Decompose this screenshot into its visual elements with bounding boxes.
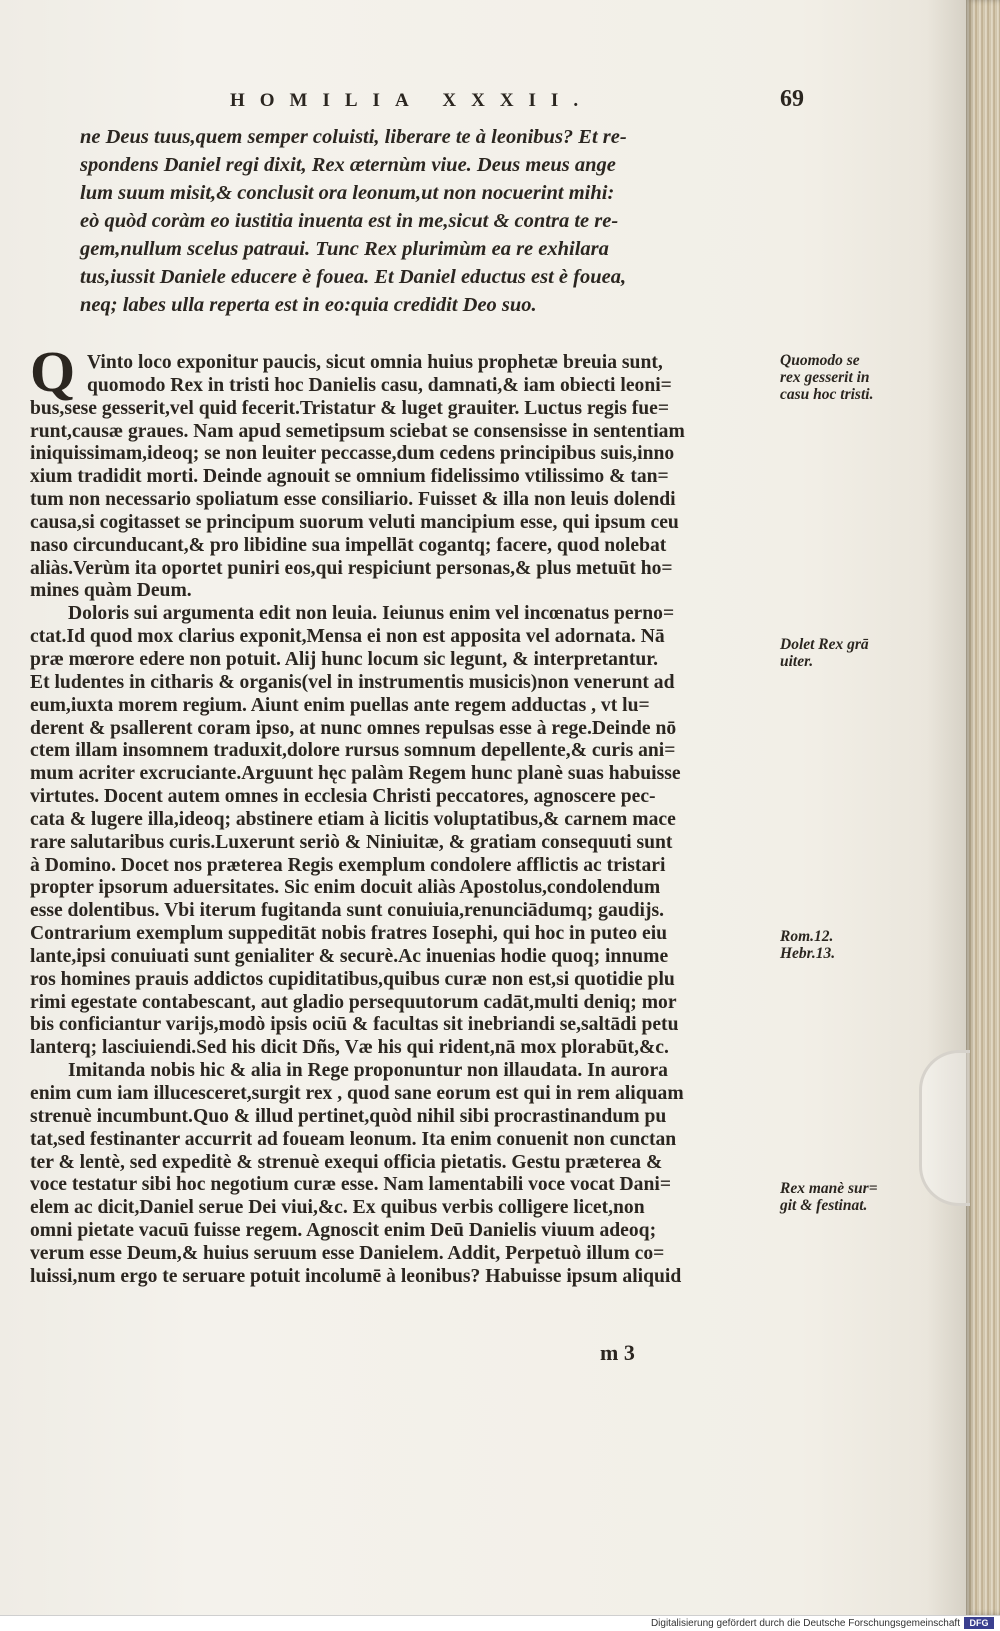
running-header: HOMILIA XXXII. <box>230 90 594 111</box>
margin-note <box>780 1180 900 1214</box>
book-fore-edge <box>966 0 1000 1615</box>
body-line: runt,causæ graues. Nam apud semetipsum sciebat se consensisse in sententiam <box>30 420 685 442</box>
margin-note-line: Rom.12. <box>780 928 834 945</box>
body-line: ter & lentè, sed expeditè & strenuè exequi officia pietatis. Gestu præterea & <box>30 1151 663 1173</box>
body-line: mines quàm Deum. <box>30 580 192 602</box>
body-line: bis conficiantur varijs,modò ipsis ociū & facultas sit inebriandi se,saltādi petu <box>30 1014 679 1036</box>
margin-note-line: Quomodo se <box>780 352 860 369</box>
body-line: esse dolentibus. Vbi iterum fugitanda sunt conuiuia,renunciādumq; gaudijs. <box>30 900 665 922</box>
body-line: mum acriter excruciante.Arguunt hęc palàm Regem hunc planè suas habuisse <box>30 763 681 785</box>
homily-body <box>30 352 772 1289</box>
body-line: propter ipsorum aduersitates. Sic enim docuit aliàs Apostolus,condolendum <box>30 877 661 899</box>
body-line: ctem illam insomnem traduxit,dolore rursus somnum depellente,& curis ani= <box>30 740 676 762</box>
body-line: elem ac dicit,Daniel serue Dei viui,&c. Ex quibus verbis colligere licet,non <box>30 1197 645 1219</box>
quote-line: spondens Daniel regi dixit, Rex æternùm viue. Deus meus ange <box>80 154 616 176</box>
body-line: luissi,num ergo te seruare potuit incolumē à leonibus? Habuisse ipsum aliquid <box>30 1265 682 1287</box>
margin-note-line: Rex manè sur= <box>780 1180 878 1197</box>
body-line: verum esse Deum,& huius seruum esse Danielem. Addit, Perpetuò illum co= <box>30 1242 665 1264</box>
body-line: naso circunducant,& pro libidine sua impellāt cogantq; facere, quod nolebat <box>30 534 667 556</box>
body-line: ctat.Id quod mox clarius exponit,Mensa ei non est apposita vel adornata. Nā <box>30 626 665 648</box>
body-line: strenuè incumbunt.Quo & illud pertinet,quòd nihil sibi procrastinandum pu <box>30 1105 667 1127</box>
body-line: Imitanda nobis hic & alia in Rege proponuntur non illaudata. In aurora <box>68 1060 668 1082</box>
margin-note-line: Hebr.13. <box>780 945 836 962</box>
body-line: quomodo Rex in tristi hoc Danielis casu, damnati,& iam obiecti leoni= <box>87 374 672 396</box>
body-line: ros homines prauis addictos cupiditatibus,quibus curæ non est,si quotidie plu <box>30 968 675 990</box>
body-line: Contrarium exemplum suppeditāt nobis fratres Iosephi, qui hoc in puteo eiu <box>30 923 668 945</box>
body-line: bus,sese gesserit,vel quid fecerit.Tristatur & luget grauiter. Luctus regis fue= <box>30 397 669 419</box>
body-line: Doloris sui argumenta edit non leuia. Ieiunus enim vel incœnatus perno= <box>68 603 675 625</box>
body-line: tat,sed festinanter accurrit ad foueam leonum. Ita enim conuenit non cunctan <box>30 1128 677 1150</box>
margin-note-line: rex gesserit in <box>780 369 870 386</box>
body-line: Et ludentes in citharis & organis(vel in instrumentis musicis)non venerunt ad <box>30 671 675 693</box>
funding-credit: Digitalisierung gefördert durch die Deutsche Forschungsgemeinschaft <box>650 1618 960 1629</box>
body-line: à Domino. Docet nos præterea Regis exemplum condolere afflictis ac tristari <box>30 854 666 876</box>
quote-line: neq; labes ulla reperta est in eo:quia credidit Deo suo. <box>80 294 537 316</box>
drop-cap-initial: Q <box>30 339 76 404</box>
body-line: xium tradidit morti. Deinde agnouit se omnium fidelissimo vtilissimo & tan= <box>30 466 669 488</box>
dfg-logo: DFG <box>964 1617 994 1629</box>
body-line: eum,iuxta morem regium. Aiunt enim puellas ante regem adductas , vt lu= <box>30 694 650 716</box>
folio-number: 69 <box>780 86 804 112</box>
margin-note-line: casu hoc tristi. <box>780 386 874 403</box>
margin-note-line: uiter. <box>780 653 814 670</box>
body-line: lanterq; lasciuiendi.Sed his dicit Dñs, Væ his qui rident,nā mox plorabūt,&c. <box>30 1037 669 1059</box>
signature-mark: m 3 <box>600 1340 635 1365</box>
quote-line: gem,nullum scelus patraui. Tunc Rex plurimùm ea re exhilara <box>80 238 609 260</box>
body-line: præ mœrore edere non potuit. Alij hunc locum sic legunt, & interpretantur. <box>30 648 659 670</box>
body-line: iniquissimam,ideoq; se non leuiter peccasse,dum cedens principibus suis,inno <box>30 443 675 465</box>
body-line: aliàs.Verùm ita oportet puniri eos,qui respiciunt personas,& plus metuūt ho= <box>30 557 673 579</box>
body-line: enim cum iam illucesceret,surgit rex , quod sane eorum est qui in rem aliquam <box>30 1083 684 1104</box>
scripture-quote <box>80 123 720 319</box>
body-line: rare salutaribus curis.Luxerunt seriò & Niniuitæ, & gratiam consequuti sunt <box>30 831 673 853</box>
margin-note <box>780 636 900 670</box>
body-line: causa,si cogitasset se principum suorum veluti mancipium esse, qui ipsum ceu <box>30 511 679 533</box>
quote-line: eò quòd coràm eo iustitia inuenta est in me,sicut & contra te re- <box>80 210 619 232</box>
page-clip <box>919 1050 970 1206</box>
quote-line: lum suum misit,& conclusit ora leonum,ut non nocuerint mihi: <box>80 182 615 204</box>
margin-note-line: Dolet Rex grā <box>780 636 869 653</box>
body-line: tum non necessario spoliatum esse consiliario. Fuisset & illa non leuis dolendi <box>30 489 676 511</box>
body-line: lante,ipsi conuiuati sunt genialiter & securè.Ac inuenias hodie quoq; innume <box>30 945 669 967</box>
page-shadow <box>926 0 966 1615</box>
margin-note <box>780 928 900 962</box>
body-line: Vinto loco exponitur paucis, sicut omnia huius prophetæ breuia sunt, <box>87 352 663 373</box>
body-line: cata & lugere illa,ideoq; abstinere etiam à licitis voluptatibus,& carnem mace <box>30 808 676 830</box>
body-line: rimi egestate contabescant, aut gladio persequutorum cadāt,multi deniq; mor <box>30 991 677 1013</box>
quote-line: tus,iussit Daniele educere è fouea. Et Daniel eductus est è fouea, <box>80 266 627 288</box>
body-line: omni pietate vacuū fuisse regem. Agnoscit enim Deū Danielis viuum adeoq; <box>30 1220 657 1242</box>
margin-note <box>780 352 900 403</box>
body-line: voce testatur sibi hoc negotium curæ esse. Nam lamentabili voce vocat Dani= <box>30 1174 671 1196</box>
margin-note-line: git & festinat. <box>780 1197 868 1214</box>
quote-line: ne Deus tuus,quem semper coluisti, liberare te à leonibus? Et re- <box>80 126 627 148</box>
digitization-footer <box>0 1615 1000 1631</box>
body-line: virtutes. Docent autem omnes in ecclesia Christi peccatores, agnoscere pec- <box>30 786 656 808</box>
body-line: derent & psallerent coram ipso, at nunc omnes repulsas esse à rege.Deinde nō <box>30 717 677 739</box>
